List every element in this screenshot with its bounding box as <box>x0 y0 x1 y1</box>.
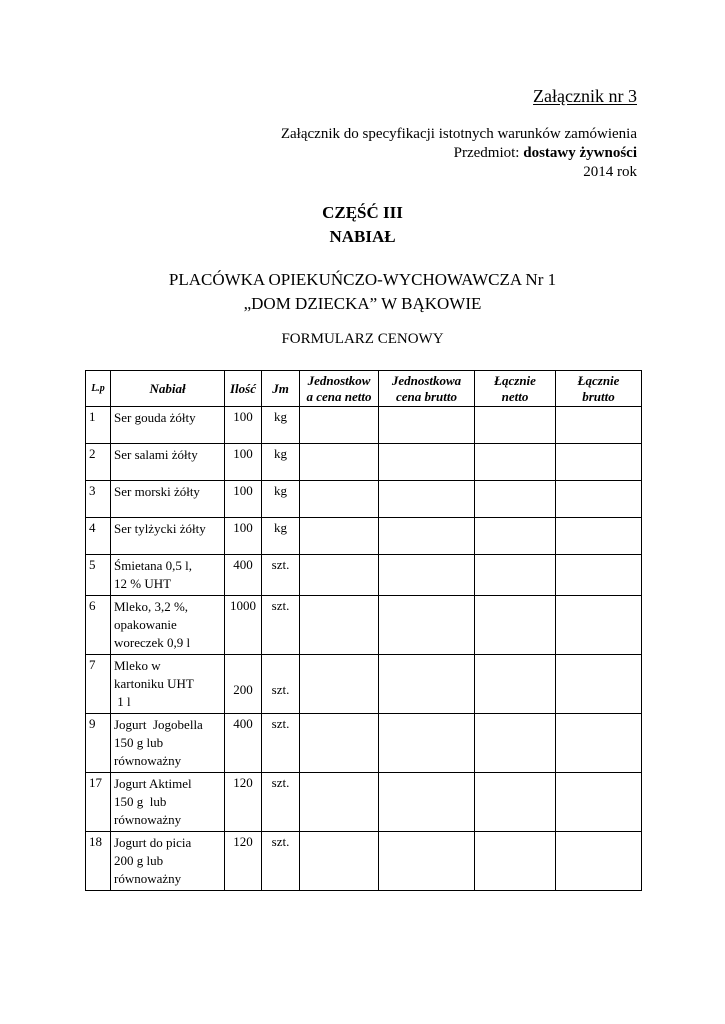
cell-unit-gross-price[interactable] <box>379 407 475 444</box>
part-heading <box>0 201 725 249</box>
cell-total-gross[interactable] <box>556 596 642 655</box>
header-name: Nabiał <box>111 371 225 407</box>
cell-total-net[interactable] <box>475 481 556 518</box>
cell-total-gross[interactable] <box>556 714 642 773</box>
cell-total-net[interactable] <box>475 518 556 555</box>
part-name: NABIAŁ <box>329 227 396 246</box>
header-unit-net-price <box>300 371 379 407</box>
cell-lp: 4 <box>86 518 111 555</box>
cell-lp: 6 <box>86 596 111 655</box>
header-total-gross-line-2: brutto <box>582 388 615 404</box>
cell-unit-net-price[interactable] <box>300 773 379 832</box>
facility-line-1: PLACÓWKA OPIEKUŃCZO-WYCHOWAWCZA Nr 1 <box>168 270 557 289</box>
table-row <box>86 714 642 773</box>
header-unit-gross-price <box>379 371 475 407</box>
product-name-line: równoważny <box>114 753 182 768</box>
cell-product-name <box>111 655 225 714</box>
cell-unit-gross-price[interactable] <box>379 832 475 891</box>
header-unit-gross-line-1: Jednostkowa <box>391 372 462 388</box>
table-row <box>86 555 642 596</box>
cell-lp: 18 <box>86 832 111 891</box>
cell-lp: 3 <box>86 481 111 518</box>
product-name-line: Śmietana 0,5 l, <box>114 558 192 573</box>
cell-quantity: 400 <box>225 714 262 773</box>
product-name-line: równoważny <box>114 812 182 827</box>
header-total-net-line-1: Łącznie <box>494 372 536 388</box>
cell-unit: szt. <box>262 555 300 596</box>
cell-unit-net-price[interactable] <box>300 481 379 518</box>
product-name-line: 12 % UHT <box>114 576 172 591</box>
table-row <box>86 773 642 832</box>
product-name-line: Jogurt Aktimel <box>114 776 192 791</box>
cell-unit: kg <box>262 481 300 518</box>
cell-product-name <box>111 407 225 444</box>
cell-total-net[interactable] <box>475 655 556 714</box>
cell-unit-gross-price[interactable] <box>379 518 475 555</box>
header-qty: Ilość <box>225 371 262 407</box>
table-header-row <box>86 371 642 407</box>
product-name-line: woreczek 0,9 l <box>114 635 191 650</box>
cell-total-net[interactable] <box>475 596 556 655</box>
product-name-line: Ser gouda żółty <box>114 410 196 425</box>
cell-unit: kg <box>262 407 300 444</box>
cell-unit: kg <box>262 444 300 481</box>
cell-total-net[interactable] <box>475 773 556 832</box>
header-total-net <box>475 371 556 407</box>
spec-line: Załącznik do specyfikacji istotnych warunków zamówienia <box>280 126 637 142</box>
cell-lp: 17 <box>86 773 111 832</box>
product-name-line: Ser salami żółty <box>114 447 198 462</box>
annex-number: Załącznik nr 3 <box>533 86 637 106</box>
cell-unit-net-price[interactable] <box>300 832 379 891</box>
product-name-line: kartoniku UHT <box>114 676 194 691</box>
cell-unit-gross-price[interactable] <box>379 596 475 655</box>
product-name-line: Mleko w <box>114 658 161 673</box>
cell-unit: szt. <box>262 773 300 832</box>
table-row <box>86 444 642 481</box>
table-row <box>86 481 642 518</box>
year-line: 2014 rok <box>583 164 637 180</box>
cell-quantity: 200 <box>225 655 262 714</box>
cell-product-name <box>111 773 225 832</box>
cell-product-name <box>111 596 225 655</box>
cell-unit-gross-price[interactable] <box>379 773 475 832</box>
cell-product-name <box>111 481 225 518</box>
header-unit-net-line-2: a cena netto <box>306 388 372 404</box>
cell-total-gross[interactable] <box>556 407 642 444</box>
cell-unit-net-price[interactable] <box>300 444 379 481</box>
document-meta <box>281 125 637 182</box>
cell-unit-net-price[interactable] <box>300 518 379 555</box>
cell-unit: szt. <box>262 655 300 714</box>
product-name-line: równoważny <box>114 871 182 886</box>
subject-label: Przedmiot: <box>453 145 520 161</box>
cell-product-name <box>111 714 225 773</box>
subject-value: dostawy żywności <box>523 145 637 161</box>
header-unit-gross-line-2: cena brutto <box>395 388 458 404</box>
table-row <box>86 832 642 891</box>
cell-total-net[interactable] <box>475 407 556 444</box>
cell-unit-gross-price[interactable] <box>379 444 475 481</box>
cell-unit-net-price[interactable] <box>300 555 379 596</box>
cell-total-gross[interactable] <box>556 444 642 481</box>
cell-unit: szt. <box>262 596 300 655</box>
product-name-line: Ser morski żółty <box>114 484 200 499</box>
cell-quantity: 100 <box>225 481 262 518</box>
facility-heading <box>0 268 725 316</box>
table-row <box>86 518 642 555</box>
cell-unit-net-price[interactable] <box>300 655 379 714</box>
header-total-gross <box>556 371 642 407</box>
cell-total-net[interactable] <box>475 832 556 891</box>
cell-unit-net-price[interactable] <box>300 407 379 444</box>
product-name-line: 1 l <box>114 694 131 709</box>
cell-total-net[interactable] <box>475 555 556 596</box>
cell-unit-net-price[interactable] <box>300 714 379 773</box>
cell-lp: 2 <box>86 444 111 481</box>
cell-total-gross[interactable] <box>556 555 642 596</box>
cell-quantity: 120 <box>225 832 262 891</box>
cell-total-net[interactable] <box>475 444 556 481</box>
product-name-line: 150 g lub <box>114 735 164 750</box>
cell-product-name <box>111 444 225 481</box>
cell-total-gross[interactable] <box>556 481 642 518</box>
product-name-line: opakowanie <box>114 617 177 632</box>
part-number: CZĘŚĆ III <box>322 203 403 222</box>
table-row <box>86 655 642 714</box>
cell-lp: 5 <box>86 555 111 596</box>
price-table <box>85 370 642 891</box>
cell-total-gross[interactable] <box>556 832 642 891</box>
table-body <box>86 407 642 891</box>
cell-unit-gross-price[interactable] <box>379 555 475 596</box>
cell-product-name <box>111 518 225 555</box>
header-total-net-line-2: netto <box>501 388 529 404</box>
cell-lp: 1 <box>86 407 111 444</box>
cell-quantity: 400 <box>225 555 262 596</box>
cell-unit-net-price[interactable] <box>300 596 379 655</box>
cell-product-name <box>111 555 225 596</box>
cell-unit-gross-price[interactable] <box>379 481 475 518</box>
cell-product-name <box>111 832 225 891</box>
cell-quantity: 100 <box>225 444 262 481</box>
header-unit: Jm <box>262 371 300 407</box>
form-title: FORMULARZ CENOWY <box>281 331 444 347</box>
cell-total-net[interactable] <box>475 714 556 773</box>
cell-total-gross[interactable] <box>556 655 642 714</box>
header-lp: L.p <box>86 371 111 407</box>
cell-lp: 7 <box>86 655 111 714</box>
cell-total-gross[interactable] <box>556 773 642 832</box>
cell-unit: kg <box>262 518 300 555</box>
header-unit-net-line-1: Jednostkow <box>307 372 371 388</box>
product-name-line: 150 g lub <box>114 794 167 809</box>
product-name-line: Jogurt Jogobella <box>114 717 203 732</box>
cell-quantity: 120 <box>225 773 262 832</box>
cell-quantity: 1000 <box>225 596 262 655</box>
subject-line <box>281 144 637 163</box>
cell-quantity: 100 <box>225 518 262 555</box>
table-row <box>86 407 642 444</box>
cell-unit: szt. <box>262 714 300 773</box>
cell-unit-gross-price[interactable] <box>379 655 475 714</box>
cell-unit-gross-price[interactable] <box>379 714 475 773</box>
cell-quantity: 100 <box>225 407 262 444</box>
header-total-gross-line-1: Łącznie <box>577 372 620 388</box>
product-name-line: Mleko, 3,2 %, <box>114 599 189 614</box>
cell-lp: 9 <box>86 714 111 773</box>
facility-line-2: „DOM DZIECKA” W BĄKOWIE <box>243 294 482 313</box>
cell-unit: szt. <box>262 832 300 891</box>
table-row <box>86 596 642 655</box>
cell-total-gross[interactable] <box>556 518 642 555</box>
product-name-line: 200 g lub <box>114 853 164 868</box>
product-name-line: Ser tylżycki żółty <box>114 521 206 536</box>
product-name-line: Jogurt do picia <box>114 835 192 850</box>
